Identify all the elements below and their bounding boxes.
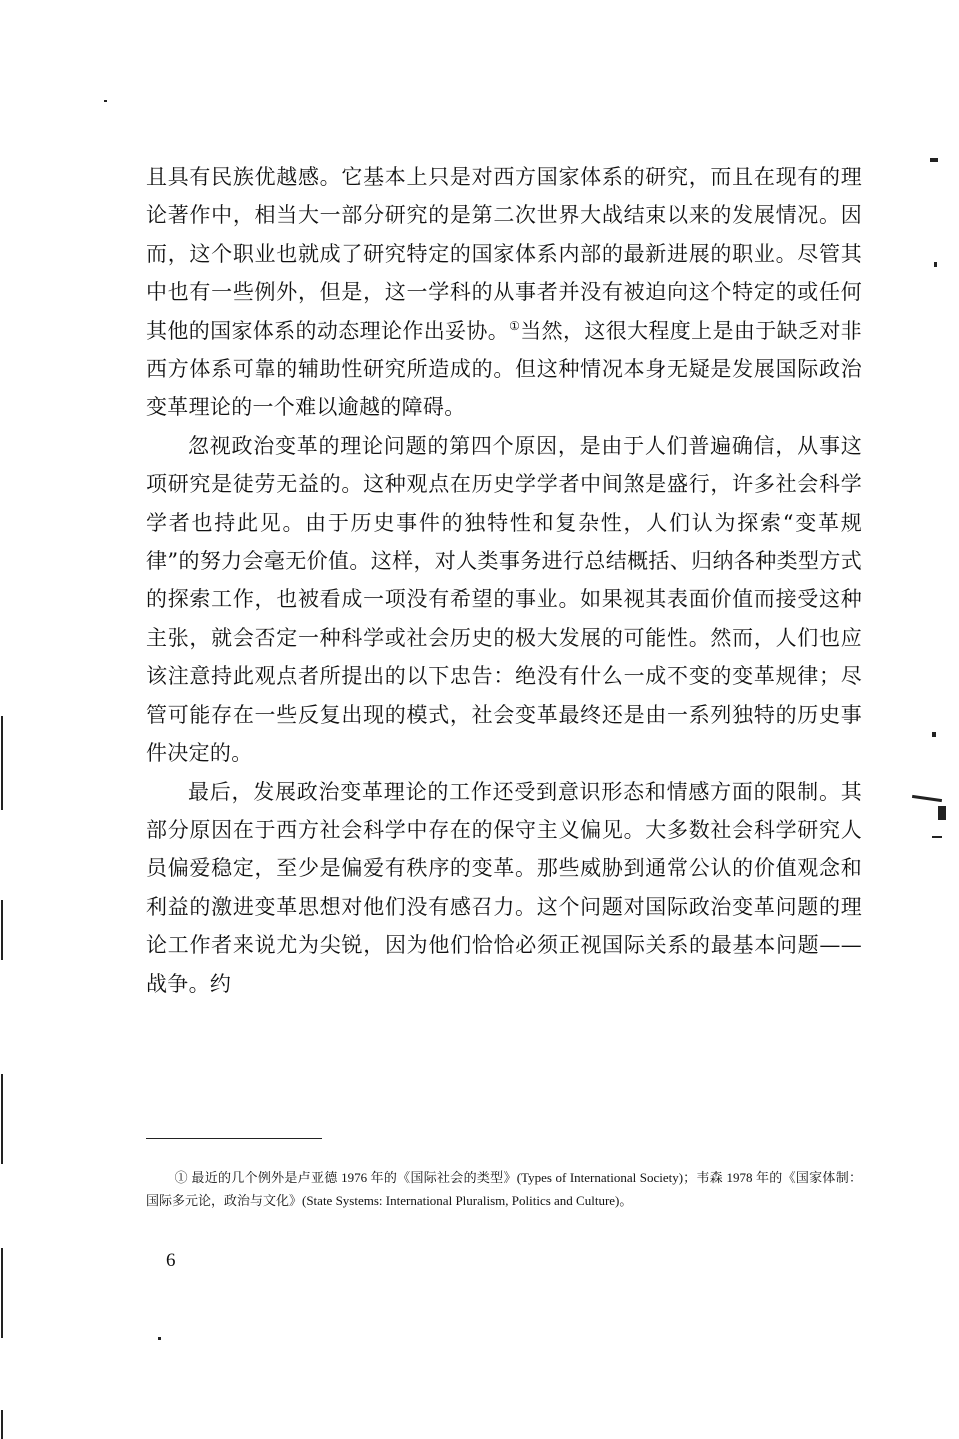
scan-smudge	[912, 795, 942, 802]
scan-speck	[104, 100, 107, 102]
paragraph-1-text-continued: 当然，这很大程度上是由于缺乏对非西方体系可靠的辅助性研究所造成的。但这种情况本身无疑是发展国际政治变革理论的一个难以逾越的障碍。	[146, 318, 862, 420]
scan-speck	[930, 158, 938, 162]
scan-edge-line	[1, 1410, 3, 1439]
scan-speck	[934, 262, 937, 267]
footnote-reference: ①	[509, 318, 521, 333]
scan-edge-line	[1, 716, 3, 810]
scan-edge-line	[1, 1248, 3, 1338]
scan-speck	[932, 836, 942, 838]
body-text	[146, 158, 862, 1003]
scan-speck	[158, 1337, 161, 1340]
scan-edge-line	[1, 900, 3, 960]
paragraph-1-text: 且具有民族优越感。它基本上只是对西方国家体系的研究，而且在现有的理论著作中，相当大一部分研究的是第二次世界大战结束以来的发展情况。因而，这个职业也就成了研究特定的国家体系内部的最新进展的职业。尽管其中也有一些例外，但是，这一学科的从事者并没有被迫向这个特定的或任何其他的国家体系的动态理论作出妥协。	[146, 165, 862, 343]
paragraph-1	[146, 158, 862, 427]
scan-edge-line	[1, 1074, 3, 1164]
paragraph-2: 忽视政治变革的理论问题的第四个原因，是由于人们普遍确信，从事这项研究是徒劳无益的。这种观点在历史学学者中间煞是盛行，许多社会科学学者也持此见。由于历史事件的独特性和复杂性，人们认为探索“变革规律”的努力会毫无价值。这样，对人类事务进行总结概括、归纳各种类型方式的探索工作，也被看成一项没有希望的事业。如果视其表面价值而接受这种主张，就会否定一种科学或社会历史的极大发展的可能性。然而，人们也应该注意持此观点者所提出的以下忠告：绝没有什么一成不变的变革规律；尽管可能存在一些反复出现的模式，社会变革最终还是由一系列独特的历史事件决定的。	[146, 433, 862, 766]
scan-speck	[932, 732, 936, 737]
page-number: 6	[166, 1250, 176, 1271]
footnote-divider	[146, 1138, 322, 1139]
scan-smudge	[938, 806, 946, 820]
footnote: ① 最近的几个例外是卢亚德 1976 年的《国际社会的类型》(Types of International Society)；韦森 1978 年的《国家体制：国际多元论，政治与文化》(State Systems: International Pluralism, Politics and Culture)。	[146, 1170, 862, 1208]
paragraph-3: 最后，发展政治变革理论的工作还受到意识形态和情感方面的限制。其部分原因在于西方社会科学中存在的保守主义偏见。大多数社会科学研究人员偏爱稳定，至少是偏爱有秩序的变革。那些威胁到通常公认的价值观念和利益的激进变革思想对他们没有感召力。这个问题对国际政治变革问题的理论工作者来说尤为尖锐，因为他们恰恰必须正视国际关系的最基本问题——战争。约	[146, 779, 862, 996]
